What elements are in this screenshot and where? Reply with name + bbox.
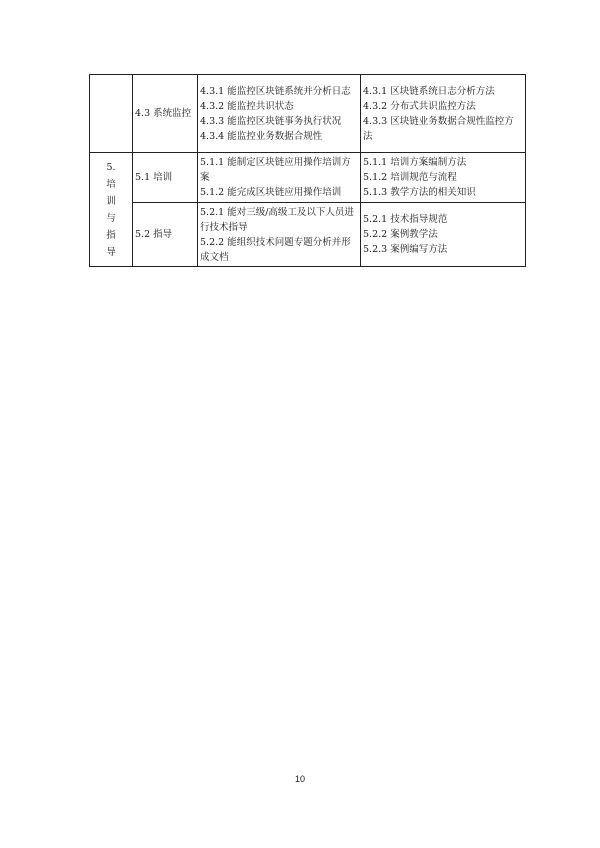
section-cell <box>90 75 133 153</box>
section-number: 5. <box>106 161 116 173</box>
section-label-vertical <box>92 159 130 261</box>
knowledge-item: 5.1.1 培训方案编制方法 <box>363 157 467 168</box>
table-row <box>90 75 526 153</box>
section-char: 训 <box>106 195 116 207</box>
table-row <box>90 153 526 203</box>
skills-cell <box>198 75 361 153</box>
knowledge-cell <box>361 75 526 153</box>
section-cell <box>90 153 133 267</box>
knowledge-item: 4.3.3 区块链业务数据合规性监控方法 <box>363 115 514 142</box>
subsection-cell <box>133 153 198 203</box>
skill-item: 5.2.1 能对三级/高级工及以下人员进行技术指导 <box>200 206 354 233</box>
section-char: 指 <box>106 229 116 241</box>
subsection-cell <box>133 75 198 153</box>
skill-item: 5.1.2 能完成区块链应用操作培训 <box>200 187 342 198</box>
section-char: 导 <box>106 246 116 258</box>
subsection-label: 5.2 指导 <box>135 229 173 240</box>
subsection-cell <box>133 203 198 267</box>
knowledge-cell <box>361 203 526 267</box>
knowledge-item: 5.1.2 培训规范与流程 <box>363 172 457 183</box>
section-char: 培 <box>106 178 116 190</box>
subsection-label: 5.1 培训 <box>135 172 173 183</box>
page-number: 10 <box>294 774 305 784</box>
table-row <box>90 203 526 267</box>
section-char: 与 <box>106 212 116 224</box>
skill-item: 4.3.3 能监控区块链事务执行状况 <box>200 115 342 127</box>
skill-item: 5.2.2 能组织技术问题专题分析并形成文档 <box>200 236 351 263</box>
skill-requirements-table <box>89 74 526 267</box>
skill-item: 5.1.1 能制定区块链应用操作培训方案 <box>200 157 351 183</box>
knowledge-item: 4.3.1 区块链系统日志分析方法 <box>363 85 495 97</box>
knowledge-cell <box>361 153 526 203</box>
knowledge-item: 5.2.3 案例编写方法 <box>363 244 448 255</box>
knowledge-item: 5.2.2 案例教学法 <box>363 229 438 240</box>
knowledge-item: 5.1.3 教学方法的相关知识 <box>363 187 476 198</box>
skills-cell <box>198 153 361 203</box>
knowledge-item: 4.3.2 分布式共识监控方法 <box>363 100 476 112</box>
skill-item: 4.3.2 能监控共识状态 <box>200 100 294 112</box>
skills-cell <box>198 203 361 267</box>
skill-item: 4.3.4 能监控业务数据合规性 <box>200 130 323 142</box>
knowledge-item: 5.2.1 技术指导规范 <box>363 214 448 225</box>
skill-item: 4.3.1 能监控区块链系统并分析日志 <box>200 85 351 97</box>
subsection-label: 4.3 系统监控 <box>135 108 192 119</box>
